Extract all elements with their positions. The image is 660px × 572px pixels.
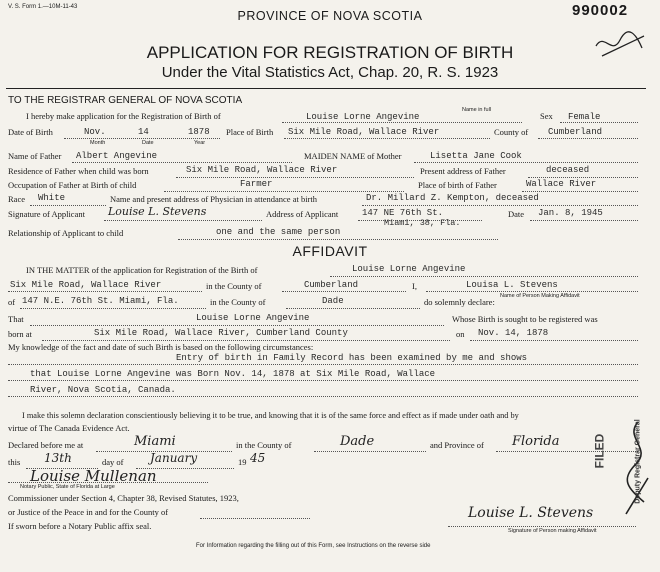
dob-year: 1878 <box>188 127 210 137</box>
month-value: January <box>150 451 198 465</box>
dob-day: 14 <box>138 127 149 137</box>
child-name-line <box>282 122 522 123</box>
occupation-label: Occupation of Father at Birth of child <box>8 180 137 190</box>
year-prefix: 19 <box>238 457 247 467</box>
applicant-address-1: 147 NE 76th St. <box>362 208 444 218</box>
county-value: Cumberland <box>548 127 603 137</box>
year-hint: Year <box>194 140 206 146</box>
deponent-address: 147 N.E. 76th St. Miami, Fla. <box>22 296 179 306</box>
dob-month: Nov. <box>84 127 106 137</box>
born-on-line <box>470 340 638 341</box>
county-of-label-1: in the County of <box>206 281 262 291</box>
present-address: deceased <box>546 165 590 175</box>
to-registrar-line: TO THE REGISTRAR GENERAL OF NOVA SCOTIA <box>8 95 243 106</box>
deponent-line <box>426 291 638 292</box>
physician-value: Dr. Millard Z. Kempton, deceased <box>366 193 539 203</box>
applicant-signature: Louise L. Stevens <box>108 205 207 218</box>
physician-line <box>362 205 638 206</box>
year-value: 45 <box>250 451 266 465</box>
mother-name: Lisetta Jane Cook <box>430 151 522 161</box>
applicant-address-2: Miami, 38, Fla. <box>384 218 461 228</box>
registrar-stamp <box>618 388 658 558</box>
child-name: Louise Lorne Angevine <box>306 112 420 122</box>
matter-label: IN THE MATTER of the application for Registration of the Birth of <box>26 265 258 275</box>
day-value: 13th <box>44 451 72 465</box>
address-label: Address of Applicant <box>266 209 339 219</box>
name-in-full-hint: Name in full <box>462 107 492 113</box>
place-label: Place of Birth <box>226 127 274 137</box>
matter-line <box>330 276 638 277</box>
date-value: Jan. 8, 1945 <box>538 208 603 218</box>
declared-county: Dade <box>340 434 375 449</box>
deponent-signature-hint: Signature of Person making Affidavit <box>508 528 597 534</box>
circumstances-line-2 <box>8 380 638 381</box>
affidavit-county-2: Dade <box>322 296 344 306</box>
date-line <box>530 220 638 221</box>
serial-number: 990002 <box>572 2 629 19</box>
month-hint: Month <box>90 140 106 146</box>
date-label: Date <box>508 209 525 219</box>
day-of-label: day of <box>102 457 124 467</box>
dob-label: Date of Birth <box>8 127 53 137</box>
sex-label: Sex <box>540 111 553 121</box>
relationship-line <box>178 239 498 240</box>
that-label: That <box>8 314 24 324</box>
deponent-signature: Louise L. Stevens <box>468 505 594 521</box>
circumstances-line-1 <box>8 364 638 365</box>
knowledge-label: My knowledge of the fact and date of such Birth is based on the following circumstances: <box>8 342 314 352</box>
place-of-birth: Six Mile Road, Wallace River <box>288 127 440 137</box>
circumstances-line-3 <box>8 396 638 397</box>
maiden-label: MAIDEN NAME of Mother <box>304 151 402 161</box>
that-name: Louise Lorne Angevine <box>196 313 310 323</box>
relationship-label: Relationship of Applicant to child <box>8 228 124 238</box>
form-id: V. S. Form 1.—10M-11-43 <box>8 4 78 10</box>
county-label: County of <box>494 127 529 137</box>
father-birthplace-line <box>522 191 638 192</box>
present-address-label: Present address of Father <box>420 166 506 176</box>
deponent-address-line <box>20 308 206 309</box>
signature-line <box>104 220 262 221</box>
whose-birth-label: Whose Birth is sought to be registered was <box>452 314 598 324</box>
county-of-label-3: in the County of <box>236 440 292 450</box>
declared-county-line <box>314 451 426 452</box>
of-place-line <box>8 291 202 292</box>
declared-at: Miami <box>134 434 176 449</box>
declared-label: Declared before me at <box>8 440 84 450</box>
form-subtitle: Under the Vital Statistics Act, Chap. 20, R. S. 1923 <box>161 64 499 81</box>
affidavit-title: AFFIDAVIT <box>292 243 368 259</box>
occupation-line <box>164 191 404 192</box>
on-label: on <box>456 329 465 339</box>
intro-label: I hereby make application for the Registration of Birth of <box>26 111 221 121</box>
born-at-label: born at <box>8 329 32 339</box>
notary-hint: Notary Public, State of Florida at Large <box>20 484 115 490</box>
province-label: and Province of <box>430 440 484 450</box>
province-heading: PROVINCE OF NOVA SCOTIA <box>237 9 423 23</box>
occupation-value: Farmer <box>240 179 273 189</box>
county-1-line <box>282 291 406 292</box>
affidavit-of-place: Six Mile Road, Wallace River <box>10 280 162 290</box>
father-birthplace-label: Place of birth of Father <box>418 180 497 190</box>
notary-seal-line: If sworn before a Notary Public affix seal. <box>8 521 152 531</box>
declared-province-line <box>496 451 638 452</box>
sex-value: Female <box>568 112 601 122</box>
residence-label: Residence of Father when child was born <box>8 166 149 176</box>
justice-county-line <box>200 518 310 519</box>
born-on-value: Nov. 14, 1878 <box>478 328 549 338</box>
mother-line <box>414 162 638 163</box>
notary-line <box>8 482 208 483</box>
of-label: of <box>8 297 16 307</box>
declaration-line-2: virtue of The Canada Evidence Act. <box>8 423 130 433</box>
present-address-line <box>528 177 638 178</box>
born-at-value: Six Mile Road, Wallace River, Cumberland County <box>94 328 348 338</box>
race-label: Race <box>8 194 25 204</box>
declare-label: do solemnly declare: <box>424 297 495 307</box>
circumstances-3: River, Nova Scotia, Canada. <box>30 385 176 395</box>
form-title: APPLICATION FOR REGISTRATION OF BIRTH <box>146 43 514 62</box>
affidavit-county-1: Cumberland <box>304 280 359 290</box>
sex-line <box>560 122 638 123</box>
physician-label: Name and present address of Physician in attendance at birth <box>110 194 318 204</box>
county-line <box>538 138 638 139</box>
circumstances-2: that Louise Lorne Angevine was Born Nov. 14, 1878 at Six Mile Road, Wallace <box>30 369 436 379</box>
born-at-line <box>42 340 450 341</box>
residence-line <box>176 177 414 178</box>
filed-stamp-text: FILED <box>592 433 607 469</box>
father-birthplace: Wallace River <box>526 179 597 189</box>
deponent-hint: Name of Person Making Affidavit <box>500 293 580 299</box>
place-line <box>284 138 490 139</box>
signature-label: Signature of Applicant <box>8 209 85 219</box>
declaration-line-1: I make this solemn declaration conscientiously believing it to be true, and knowing that it is of the same force and effect as if made under oath and by <box>22 411 519 420</box>
county-2-line <box>286 308 420 309</box>
father-line <box>72 162 292 163</box>
commissioner-line: Commissioner under Section 4, Chapter 38, Revised Statutes, 1923, <box>8 493 239 503</box>
race-line <box>30 205 106 206</box>
dob-line <box>64 138 220 139</box>
circumstances-1: Entry of birth in Family Record has been examined by me and shows <box>176 353 528 363</box>
registrar-stamp-text: Deputy Registrar General <box>634 419 642 504</box>
notary-signature: Louise Mullenan <box>30 467 157 485</box>
day-hint: Date <box>142 140 154 146</box>
county-of-label-2: in the County of <box>210 297 266 307</box>
residence-value: Six Mile Road, Wallace River <box>186 165 338 175</box>
father-label: Name of Father <box>8 151 62 161</box>
deponent-signature-line <box>448 526 636 527</box>
justice-line: or Justice of the Peace in and for the County of <box>8 507 169 517</box>
filed-stamp <box>592 420 616 480</box>
declared-province: Florida <box>512 434 560 449</box>
relationship-value: one and the same person <box>216 227 341 237</box>
i-label: I, <box>412 281 417 291</box>
father-name: Albert Angevine <box>76 151 158 161</box>
affidavit-child-name: Louise Lorne Angevine <box>352 264 466 274</box>
this-label: this <box>8 457 21 467</box>
that-line <box>30 325 444 326</box>
header-rule <box>6 88 646 89</box>
footer-note: For Information regarding the filling out of this Form, see Instructions on the reverse side <box>196 543 431 549</box>
deponent-name: Louisa L. Stevens <box>466 280 558 290</box>
race-value: White <box>38 193 66 203</box>
